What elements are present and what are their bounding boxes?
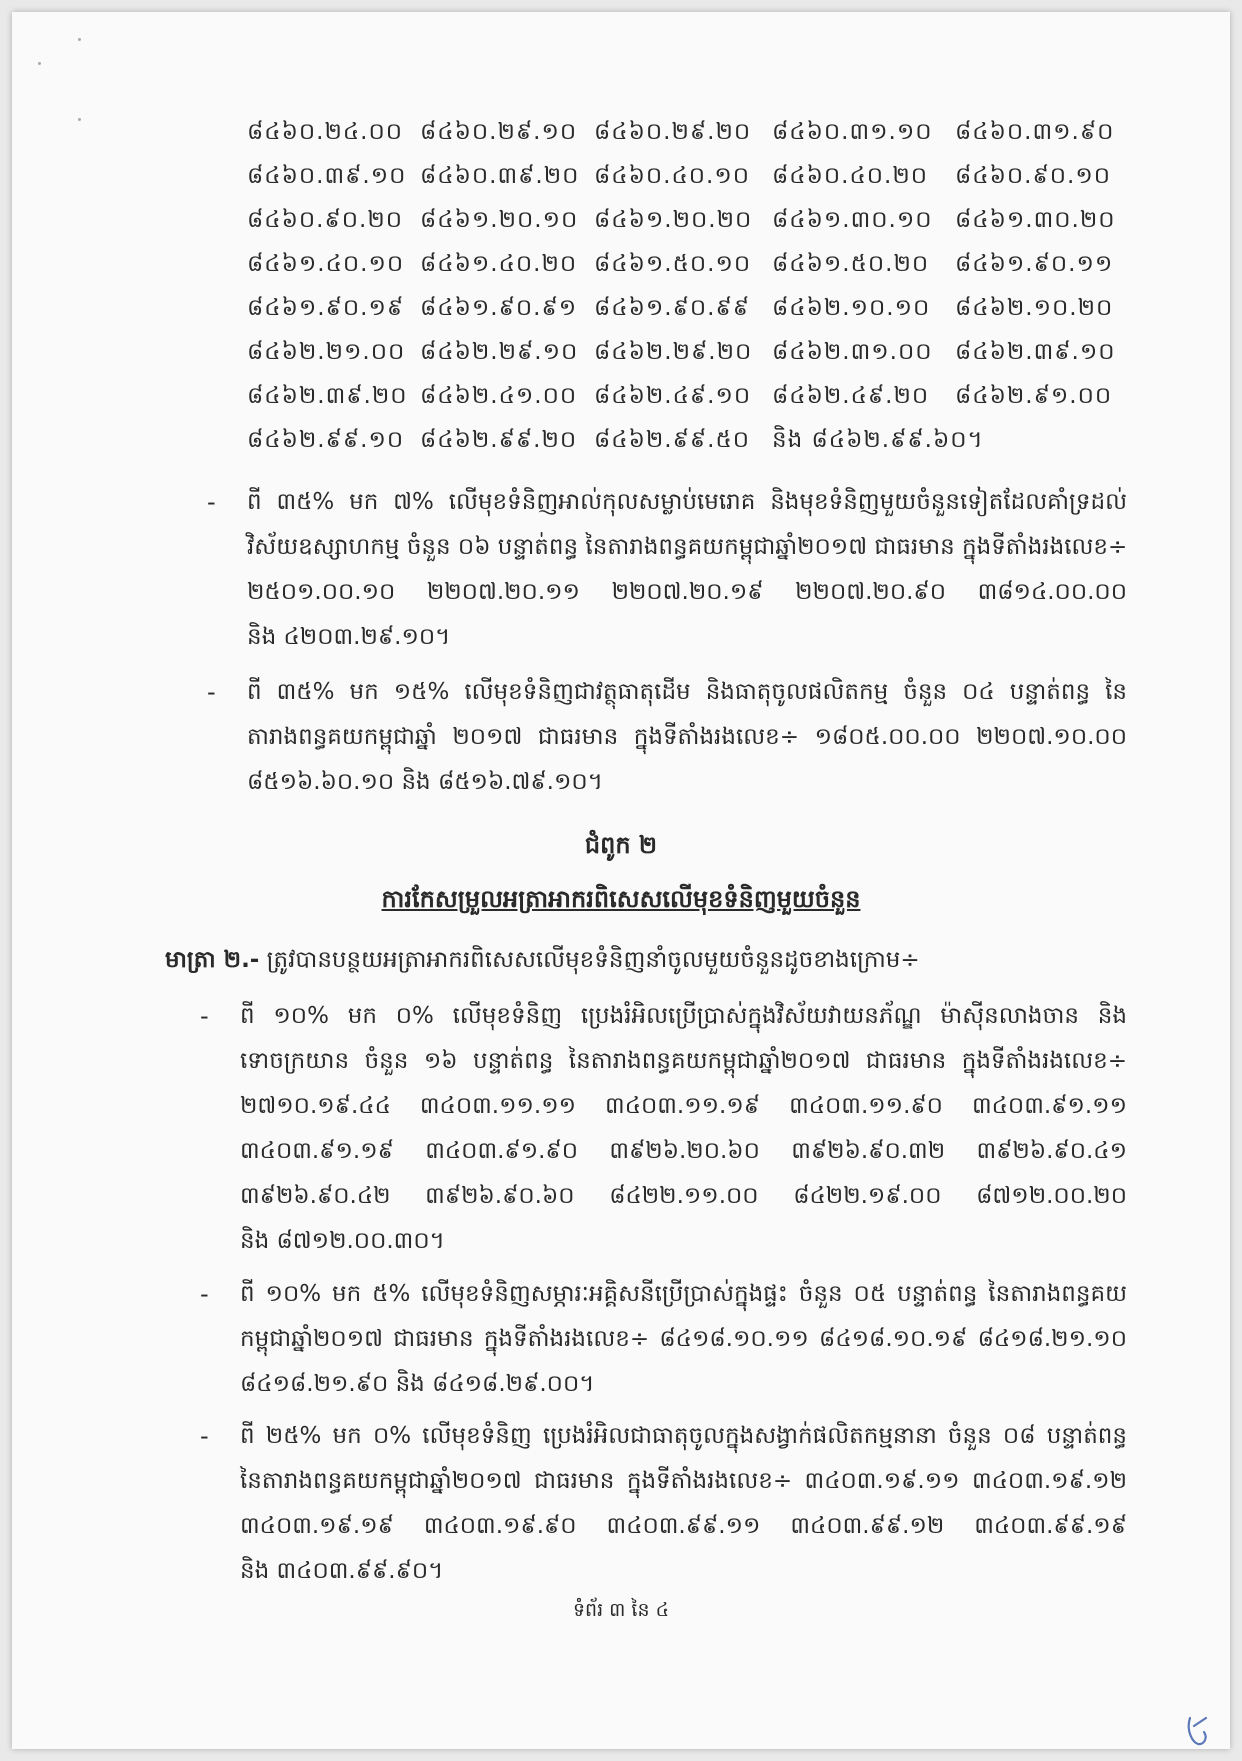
tariff-code: ៨៤៦០.៩០.២០ bbox=[247, 207, 404, 233]
tariff-code: ៨៤៦២.៩៩.៥០ bbox=[594, 427, 751, 453]
article-label: មាត្រា ២.- bbox=[165, 947, 260, 973]
tariff-code: ៨៤៦០.២៩.១០ bbox=[420, 119, 578, 145]
tariff-code: ៨៤៦២.៩៩.១០ bbox=[247, 427, 405, 453]
paragraph-line: និង ៣៤០៣.៩៩.៩០។ bbox=[240, 1558, 444, 1584]
paragraph-line: ពី ១០% មក ០% លើមុខទំនិញ ប្រេងរំអិលប្រើប្រាស់ក្នុងវិស័យវាយនភ័ណ្ឌ ម៉ាស៊ីនលាងចាន និង bbox=[240, 1003, 1127, 1029]
tariff-code: ៨៤៦១.៩០.១៩ bbox=[247, 295, 405, 321]
tariff-code: ៨៤៦២.៤១.០០ bbox=[420, 383, 578, 409]
tariff-code: ៨៤៦២.៩៩.២០ bbox=[420, 427, 578, 453]
bullet-dash: - bbox=[207, 678, 216, 706]
tariff-code: ៨៤៦២.២៩.២០ bbox=[594, 339, 753, 365]
tariff-code: ៨៤៦២.៤៩.១០ bbox=[594, 383, 752, 409]
paragraph-line: ទោចក្រយាន ចំនួន ១៦ បន្ទាត់ពន្ធ នៃតារាងពន្ធគយកម្ពុជាឆ្នាំ២០១៧ ជាធរមាន ក្នុងទីតាំងរងលេខ÷ bbox=[240, 1048, 1127, 1074]
tariff-code: ៨៤៦២.៣៩.២០ bbox=[247, 383, 408, 409]
tariff-code: ៨៤៦២.១០.១០ bbox=[772, 295, 931, 321]
scan-speck bbox=[78, 118, 81, 121]
paragraph-line: ពី ៣៥% មក ១៥% លើមុខទំនិញជាវត្ថុធាតុដើម និងធាតុចូលផលិតកម្ម ចំនួន ០៤ បន្ទាត់ពន្ធ នៃ bbox=[247, 679, 1127, 705]
tariff-paragraph-3 bbox=[240, 994, 1127, 1264]
tariff-code: ៨៤៦០.៣១.៩០ bbox=[955, 119, 1115, 145]
bullet-dash: - bbox=[200, 1280, 209, 1308]
paragraph-line: ៣៩២៦.៩០.៤២ ៣៩២៦.៩០.៦០ ៨៤២២.១១.០០ ៨៤២២.១៩.០០ ៨៧១២.០០.២០ bbox=[240, 1183, 1127, 1209]
page-number: ទំព័រ ៣ នៃ ៤ bbox=[572, 1599, 670, 1621]
tariff-code: ៨៤៦០.៣១.១០ bbox=[772, 119, 933, 145]
tariff-code: ៨៤៦២.៣១.០០ bbox=[772, 339, 933, 365]
tariff-code: ៨៤៦២.២៩.១០ bbox=[420, 339, 579, 365]
tariff-code: ៨៤៦១.៩០.៩៩ bbox=[594, 295, 751, 321]
tariff-code-grid bbox=[247, 118, 1127, 454]
tariff-code: ៨៤៦២.៩១.០០ bbox=[955, 383, 1113, 409]
paragraph-line: តារាងពន្ធគយកម្ពុជាឆ្នាំ ២០១៧ ជាធរមាន ក្នុងទីតាំងរងលេខ÷ ១៨០៥.០០.០០ ២២០៧.១០.០០ bbox=[247, 724, 1127, 750]
tariff-code: និង ៨៤៦២.៩៩.៦០។ bbox=[772, 427, 984, 453]
tariff-code: ៨៤៦០.៤០.១០ bbox=[594, 163, 751, 189]
tariff-code: ៨៤៦១.៣០.២០ bbox=[955, 207, 1116, 233]
tariff-paragraph-2 bbox=[247, 670, 1127, 805]
tariff-paragraph-5 bbox=[240, 1414, 1127, 1594]
tariff-code: ៨៤៦០.៣៩.១០ bbox=[247, 163, 407, 189]
tariff-code: ៨៤៦១.៤០.១០ bbox=[247, 251, 405, 277]
tariff-code: ៨៤៦០.៣៩.២០ bbox=[420, 163, 580, 189]
scan-speck bbox=[78, 38, 81, 41]
scan-speck bbox=[38, 62, 41, 65]
paragraph-line: និង ៨៧១២.០០.៣០។ bbox=[240, 1228, 445, 1254]
tariff-code: ៨៤៦២.៣៩.១០ bbox=[955, 339, 1116, 365]
paragraph-line: ៣៤០៣.១៩.១៩ ៣៤០៣.១៩.៩០ ៣៤០៣.៩៩.១១ ៣៤០៣.៩៩.១២ ៣៤០៣.៩៩.១៩ bbox=[240, 1513, 1127, 1539]
tariff-code: ៨៤៦១.៥០.១០ bbox=[594, 251, 752, 277]
tariff-paragraph-1 bbox=[247, 480, 1127, 660]
tariff-code: ៨៤៦២.៤៩.២០ bbox=[772, 383, 930, 409]
initials-signature bbox=[1184, 1712, 1212, 1748]
tariff-code: ៨៤៦១.៥០.២០ bbox=[772, 251, 930, 277]
tariff-code: ៨៤៦២.១០.២០ bbox=[955, 295, 1114, 321]
paragraph-line: ៨៤១៨.២១.៩០ និង ៨៤១៨.២៩.០០។ bbox=[240, 1371, 595, 1397]
article-2 bbox=[165, 940, 1005, 980]
paragraph-line: នៃតារាងពន្ធគយកម្ពុជាឆ្នាំ២០១៧ ជាធរមាន ក្នុងទីតាំងរងលេខ÷ ៣៤០៣.១៩.១១ ៣៤០៣.១៩.១២ bbox=[240, 1468, 1127, 1494]
article-text: ត្រូវបានបន្ថយអត្រាអាករពិសេសលើមុខទំនិញនាំចូលមួយចំនួនដូចខាងក្រោម÷ bbox=[259, 947, 920, 973]
paragraph-line: កម្ពុជាឆ្នាំ២០១៧ ជាធរមាន ក្នុងទីតាំងរងលេខ÷ ៨៤១៨.១០.១១ ៨៤១៨.១០.១៩ ៨៤១៨.២១.១០ bbox=[240, 1326, 1127, 1352]
tariff-code: ៨៤៦០.២៤.០០ bbox=[247, 119, 404, 145]
paragraph-line: ៣៤០៣.៩១.១៩ ៣៤០៣.៩១.៩០ ៣៩២៦.២០.៦០ ៣៩២៦.៩០.៣២ ៣៩២៦.៩០.៤១ bbox=[240, 1138, 1127, 1164]
bullet-dash: - bbox=[207, 488, 216, 516]
paragraph-line: ២៥០១.០០.១០ ២២០៧.២០.១១ ២២០៧.២០.១៩ ២២០៧.២០.៩០ ៣៨១៤.០០.០០ bbox=[247, 579, 1127, 605]
tariff-code: ៨៤៦១.៩០.១១ bbox=[955, 251, 1114, 277]
tariff-code: ៨៤៦០.៤០.២០ bbox=[772, 163, 929, 189]
paragraph-line: វិស័យឧស្សាហកម្ម ចំនួន ០៦ បន្ទាត់ពន្ធ នៃតារាងពន្ធគយកម្ពុជាឆ្នាំ២០១៧ ជាធរមាន ក្នុងទីតាំងរងលេខ÷ bbox=[247, 534, 1128, 560]
tariff-code: ៨៤៦១.៣០.១០ bbox=[772, 207, 933, 233]
chapter-subtitle: ការកែសម្រួលអត្រាអាករពិសេសលើមុខទំនិញមួយចំនួន bbox=[381, 885, 861, 913]
tariff-code: ៨៤៦១.៩០.៩១ bbox=[420, 295, 578, 321]
tariff-code: ៨៤៦០.៩០.១០ bbox=[955, 163, 1112, 189]
tariff-code: ៨៤៦១.៤០.២០ bbox=[420, 251, 578, 277]
tariff-paragraph-4 bbox=[240, 1272, 1127, 1407]
tariff-code: ៨៤៦១.២០.១០ bbox=[420, 207, 579, 233]
tariff-code: ៨៤៦១.២០.២០ bbox=[594, 207, 753, 233]
tariff-code bbox=[955, 426, 1127, 454]
bullet-dash: - bbox=[200, 1002, 209, 1030]
paragraph-line: ពី ៣៥% មក ៧% លើមុខទំនិញអាល់កុលសម្លាប់មេរោគ និងមុខទំនិញមួយចំនួនទៀតដែលគាំទ្រដល់ bbox=[247, 489, 1127, 515]
bullet-dash: - bbox=[200, 1422, 209, 1450]
paragraph-line: ២៧១០.១៩.៤៤ ៣៤០៣.១១.១១ ៣៤០៣.១១.១៩ ៣៤០៣.១១.៩០ ៣៤០៣.៩១.១១ bbox=[240, 1093, 1127, 1119]
tariff-code: ៨៤៦២.២១.០០ bbox=[247, 339, 406, 365]
chapter-title: ជំពូក ២ bbox=[584, 831, 658, 859]
tariff-code: ៨៤៦០.២៩.២០ bbox=[594, 119, 752, 145]
paragraph-line: និង ៤២០៣.២៩.១០។ bbox=[247, 624, 451, 650]
paragraph-line: ពី ១០% មក ៥% លើមុខទំនិញសម្ភារៈអគ្គិសនីប្រើប្រាស់ក្នុងផ្ទះ ចំនួន ០៥ បន្ទាត់ពន្ធ នៃតារាងពន្ធគយ bbox=[240, 1281, 1127, 1307]
paragraph-line: ពី ២៥% មក ០% លើមុខទំនិញ ប្រេងរំអិលជាធាតុចូលក្នុងសង្វាក់ផលិតកម្មនានា ចំនួន ០៨ បន្ទាត់ពន្ធ bbox=[240, 1423, 1127, 1449]
paragraph-line: ៨៥១៦.៦០.១០ និង ៨៥១៦.៧៩.១០។ bbox=[247, 769, 603, 795]
